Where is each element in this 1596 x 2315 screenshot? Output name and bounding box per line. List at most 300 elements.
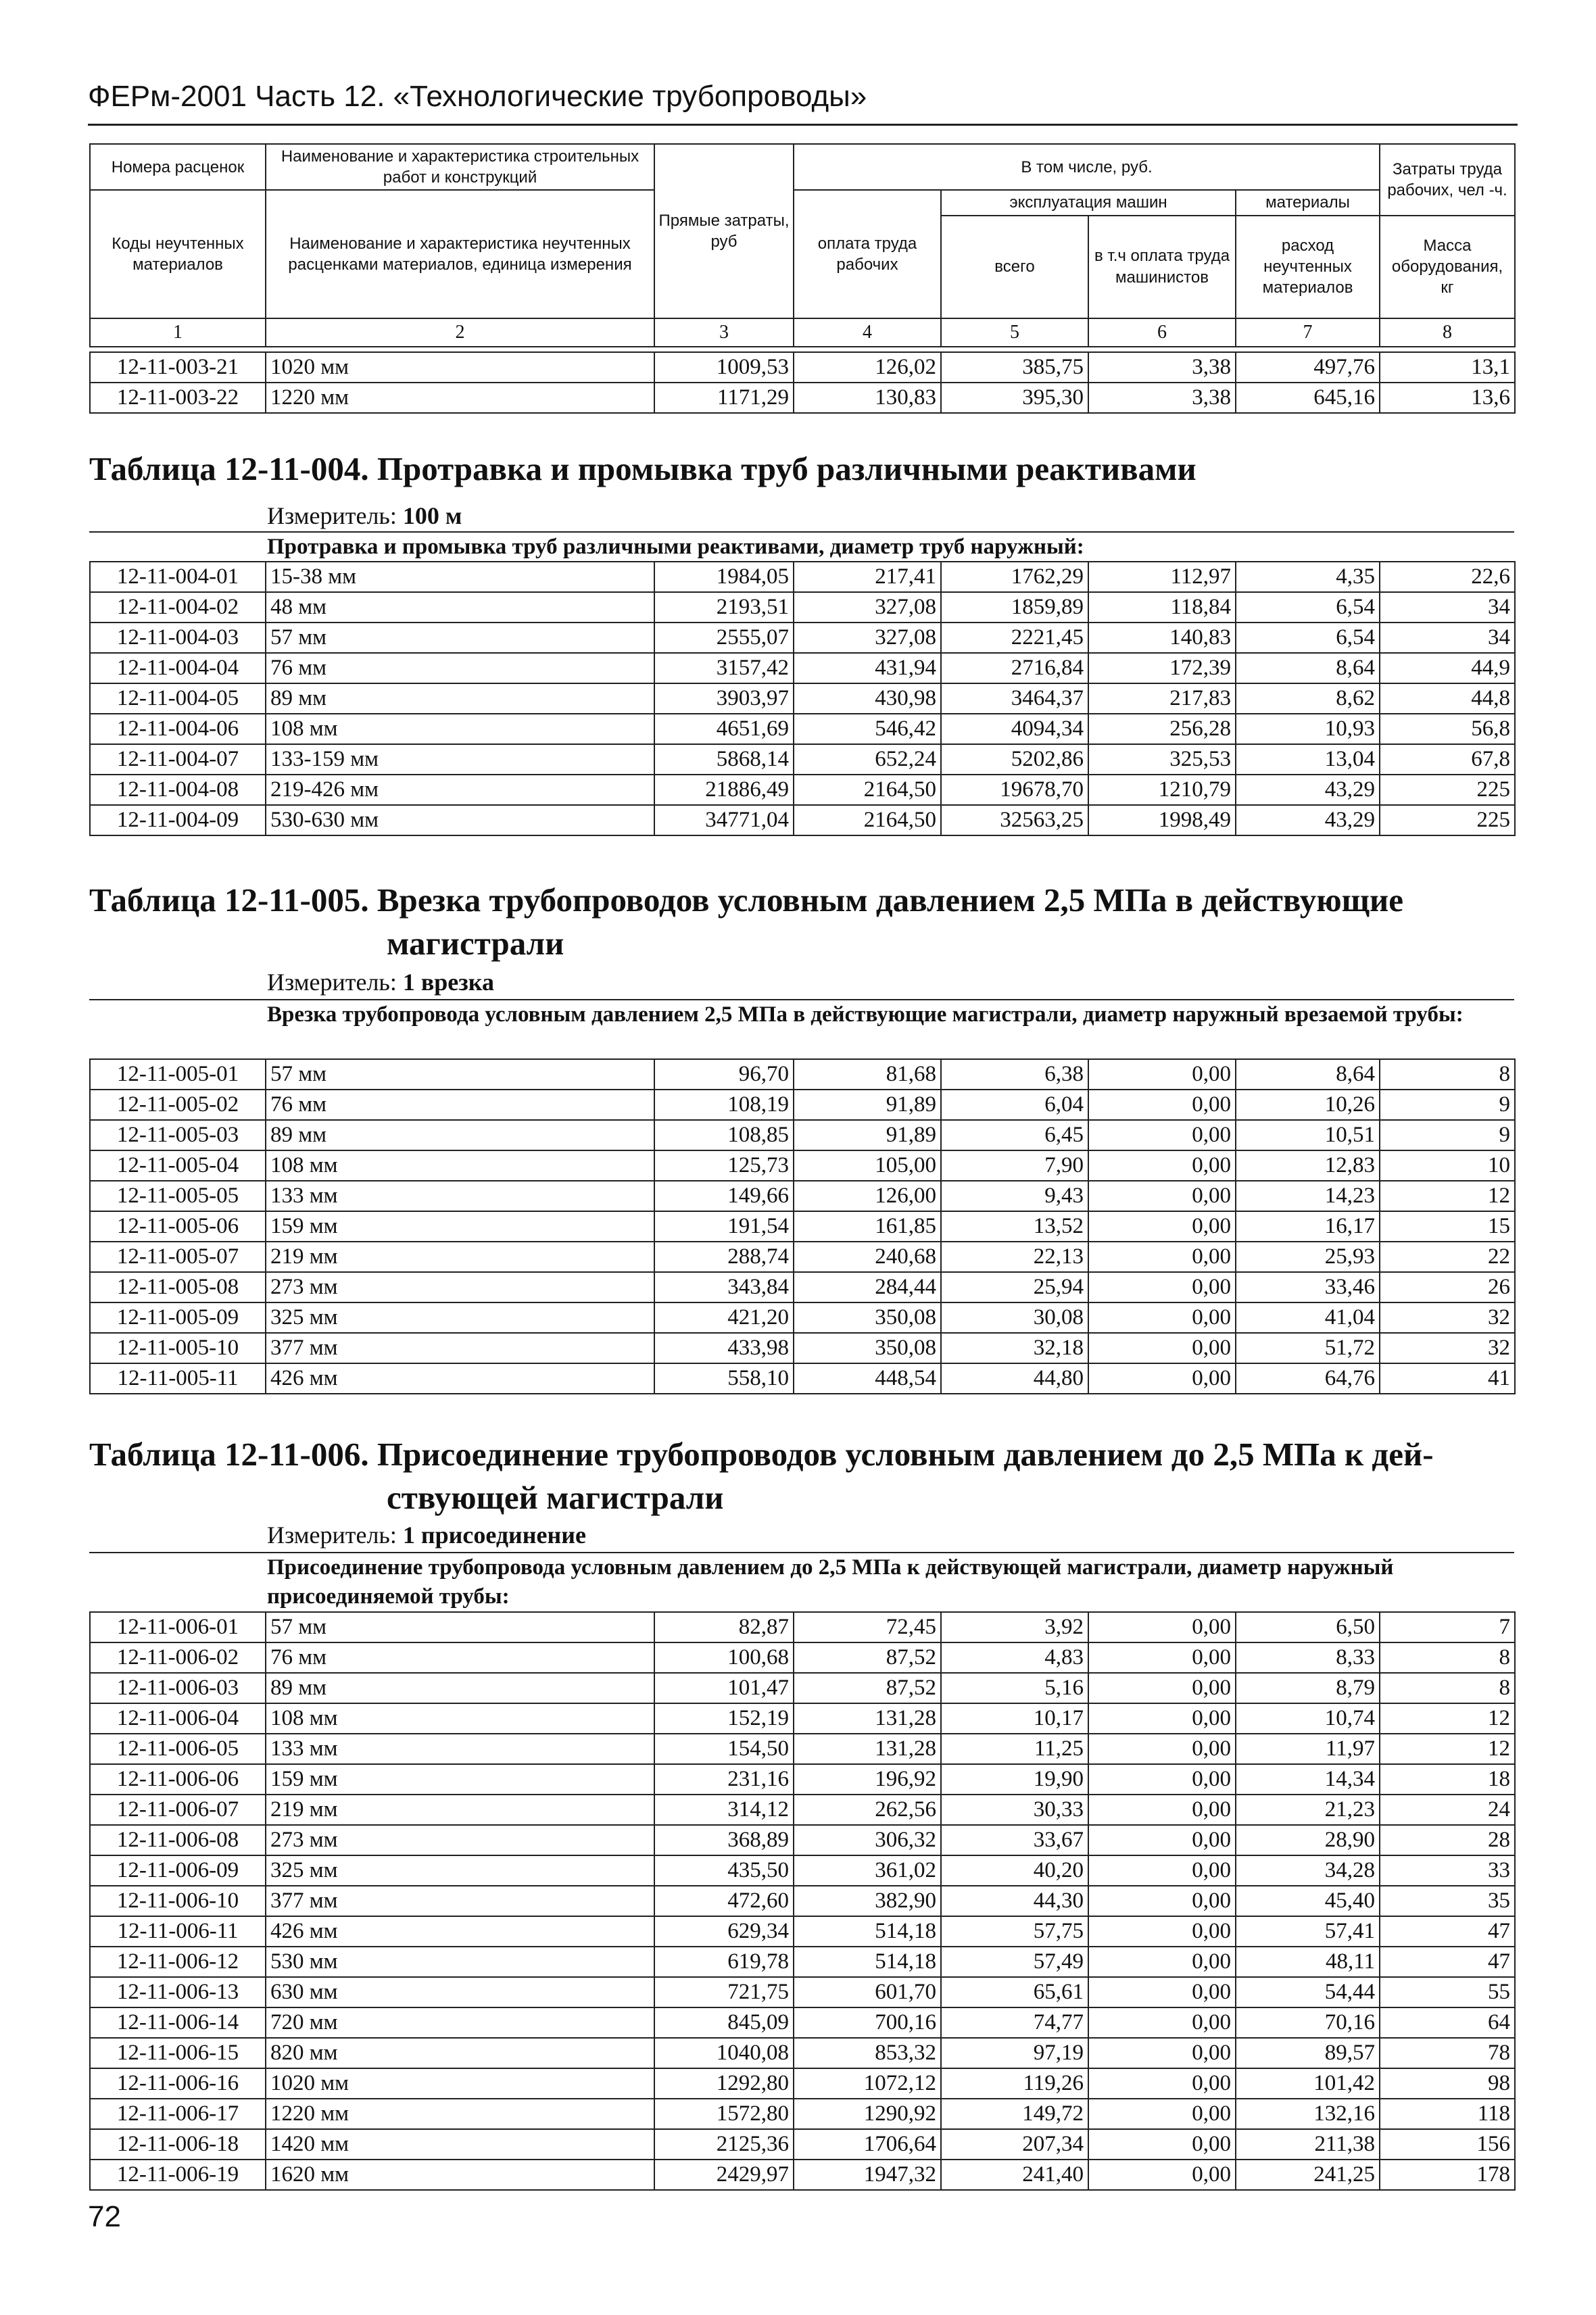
machinist-pay-cell: 1998,49 <box>1088 805 1236 835</box>
rate-code-cell: 12-11-003-21 <box>90 352 266 383</box>
machinist-pay-cell: 0,00 <box>1088 1703 1236 1734</box>
rate-code-cell: 12-11-006-19 <box>90 2160 266 2190</box>
column-number: 7 <box>1236 318 1380 347</box>
direct-cost-cell: 82,87 <box>654 1612 794 1642</box>
direct-cost-cell: 96,70 <box>654 1059 794 1090</box>
labor-pay-cell: 1706,64 <box>794 2129 941 2160</box>
labor-pay-cell: 1072,12 <box>794 2068 941 2099</box>
work-name-cell: 76 мм <box>266 1642 654 1673</box>
machinist-pay-cell: 0,00 <box>1088 1272 1236 1302</box>
machine-total-cell: 25,94 <box>941 1272 1088 1302</box>
machine-total-cell: 3464,37 <box>941 683 1088 714</box>
direct-cost-cell: 154,50 <box>654 1734 794 1764</box>
rate-code-cell: 12-11-006-08 <box>90 1825 266 1855</box>
work-name-cell: 426 мм <box>266 1916 654 1947</box>
machinist-pay-cell: 0,00 <box>1088 1825 1236 1855</box>
labor-hours-cell: 26 <box>1380 1272 1515 1302</box>
machine-total-cell: 19,90 <box>941 1764 1088 1795</box>
materials-cell: 497,76 <box>1236 352 1380 383</box>
work-name-cell: 219-426 мм <box>266 775 654 805</box>
rate-code-cell: 12-11-006-12 <box>90 1947 266 1977</box>
rate-code-cell: 12-11-005-04 <box>90 1150 266 1181</box>
machinist-pay-cell: 0,00 <box>1088 1181 1236 1211</box>
machinist-pay-cell: 0,00 <box>1088 1363 1236 1394</box>
direct-cost-cell: 34771,04 <box>654 805 794 835</box>
machine-total-cell: 30,33 <box>941 1795 1088 1825</box>
machine-total-cell: 1859,89 <box>941 592 1088 623</box>
labor-hours-cell: 47 <box>1380 1947 1515 1977</box>
machine-total-cell: 40,20 <box>941 1855 1088 1886</box>
direct-cost-cell: 2555,07 <box>654 623 794 653</box>
machine-total-cell: 30,08 <box>941 1302 1088 1333</box>
machinist-pay-cell: 112,97 <box>1088 562 1236 592</box>
labor-pay-cell: 87,52 <box>794 1642 941 1673</box>
direct-cost-cell: 435,50 <box>654 1855 794 1886</box>
direct-cost-cell: 1009,53 <box>654 352 794 383</box>
direct-cost-cell: 343,84 <box>654 1272 794 1302</box>
column-number: 4 <box>794 318 941 347</box>
work-name-cell: 630 мм <box>266 1977 654 2007</box>
machinist-pay-cell: 3,38 <box>1088 383 1236 413</box>
machine-total-cell: 13,52 <box>941 1211 1088 1242</box>
table-12-11-004-title <box>89 447 1514 491</box>
work-name-cell: 377 мм <box>266 1333 654 1363</box>
work-name-cell: 159 мм <box>266 1211 654 1242</box>
table-row <box>90 1612 1515 1642</box>
table-row <box>90 2160 1515 2190</box>
machinist-pay-cell: 325,53 <box>1088 744 1236 775</box>
labor-pay-cell: 131,28 <box>794 1703 941 1734</box>
labor-hours-cell: 34 <box>1380 592 1515 623</box>
work-name-cell: 325 мм <box>266 1302 654 1333</box>
group-heading: Протравка и промывка труб различными реактивами, диаметр труб наружный: <box>267 535 1084 559</box>
rate-code-cell: 12-11-006-03 <box>90 1673 266 1703</box>
machinist-pay-cell: 0,00 <box>1088 1977 1236 2007</box>
labor-pay-cell: 430,98 <box>794 683 941 714</box>
materials-cell: 8,79 <box>1236 1673 1380 1703</box>
labor-hours-cell: 35 <box>1380 1886 1515 1916</box>
rate-code-cell: 12-11-004-03 <box>90 623 266 653</box>
table-row <box>90 1916 1515 1947</box>
header-c4: оплата труда рабочих <box>794 190 941 318</box>
machine-total-cell: 65,61 <box>941 1977 1088 2007</box>
materials-cell: 241,25 <box>1236 2160 1380 2190</box>
rate-code-cell: 12-11-006-06 <box>90 1764 266 1795</box>
machinist-pay-cell: 118,84 <box>1088 592 1236 623</box>
direct-cost-cell: 368,89 <box>654 1825 794 1855</box>
table-row <box>90 1764 1515 1795</box>
column-number: 2 <box>266 318 654 347</box>
machine-total-cell: 44,80 <box>941 1363 1088 1394</box>
table-12-11-005-title <box>89 879 1514 965</box>
labor-hours-cell: 55 <box>1380 1977 1515 2007</box>
direct-cost-cell: 433,98 <box>654 1333 794 1363</box>
labor-hours-cell: 18 <box>1380 1764 1515 1795</box>
work-name-cell: 1220 мм <box>266 383 654 413</box>
direct-cost-cell: 108,19 <box>654 1090 794 1120</box>
table-row <box>90 1795 1515 1825</box>
machinist-pay-cell: 0,00 <box>1088 1090 1236 1120</box>
unit-value: 1 присоединение <box>402 1521 586 1549</box>
work-name-cell: 1020 мм <box>266 352 654 383</box>
machinist-pay-cell: 0,00 <box>1088 2007 1236 2038</box>
labor-hours-cell: 32 <box>1380 1302 1515 1333</box>
rate-code-cell: 12-11-004-05 <box>90 683 266 714</box>
work-name-cell: 133-159 мм <box>266 744 654 775</box>
machine-total-cell: 395,30 <box>941 383 1088 413</box>
labor-pay-cell: 546,42 <box>794 714 941 744</box>
labor-pay-cell: 72,45 <box>794 1612 941 1642</box>
table-row <box>90 1947 1515 1977</box>
rate-code-cell: 12-11-006-01 <box>90 1612 266 1642</box>
labor-hours-cell: 47 <box>1380 1916 1515 1947</box>
labor-hours-cell: 64 <box>1380 2007 1515 2038</box>
table-row <box>90 1150 1515 1181</box>
table-title-continuation: магистрали <box>387 925 564 962</box>
header-c1-top: Номера расценок <box>90 144 266 190</box>
labor-hours-cell: 41 <box>1380 1363 1515 1394</box>
direct-cost-cell: 125,73 <box>654 1150 794 1181</box>
materials-cell: 13,04 <box>1236 744 1380 775</box>
labor-hours-cell: 33 <box>1380 1855 1515 1886</box>
table-12-11-003-rows <box>89 351 1516 414</box>
machine-total-cell: 19678,70 <box>941 775 1088 805</box>
direct-cost-cell: 3157,42 <box>654 653 794 683</box>
labor-pay-cell: 161,85 <box>794 1211 941 1242</box>
direct-cost-cell: 629,34 <box>654 1916 794 1947</box>
machine-total-cell: 119,26 <box>941 2068 1088 2099</box>
table-row <box>90 1363 1515 1394</box>
rate-code-cell: 12-11-006-10 <box>90 1886 266 1916</box>
materials-cell: 54,44 <box>1236 1977 1380 2007</box>
work-name-cell: 89 мм <box>266 1673 654 1703</box>
table-row <box>90 352 1515 383</box>
labor-hours-cell: 56,8 <box>1380 714 1515 744</box>
machine-total-cell: 385,75 <box>941 352 1088 383</box>
machine-total-cell: 4094,34 <box>941 714 1088 744</box>
header-c6: в т.ч оплата труда машинистов <box>1088 216 1236 318</box>
machine-total-cell: 4,83 <box>941 1642 1088 1673</box>
labor-pay-cell: 2164,50 <box>794 805 941 835</box>
labor-hours-cell: 118 <box>1380 2099 1515 2129</box>
machinist-pay-cell: 0,00 <box>1088 1764 1236 1795</box>
machine-total-cell: 33,67 <box>941 1825 1088 1855</box>
table-row <box>90 714 1515 744</box>
labor-hours-cell: 9 <box>1380 1120 1515 1150</box>
table-title-text: Таблица 12-11-006. Присоединение трубопроводов условным давлением до 2,5 МПа к дей- <box>89 1436 1434 1473</box>
work-name-cell: 325 мм <box>266 1855 654 1886</box>
labor-hours-cell: 8 <box>1380 1673 1515 1703</box>
work-name-cell: 219 мм <box>266 1795 654 1825</box>
machine-total-cell: 6,45 <box>941 1120 1088 1150</box>
materials-cell: 8,64 <box>1236 1059 1380 1090</box>
table-row <box>90 1333 1515 1363</box>
direct-cost-cell: 5868,14 <box>654 744 794 775</box>
work-name-cell: 57 мм <box>266 1059 654 1090</box>
materials-cell: 70,16 <box>1236 2007 1380 2038</box>
labor-hours-cell: 12 <box>1380 1703 1515 1734</box>
labor-hours-cell: 34 <box>1380 623 1515 653</box>
materials-cell: 11,97 <box>1236 1734 1380 1764</box>
labor-pay-cell: 1947,32 <box>794 2160 941 2190</box>
materials-cell: 43,29 <box>1236 775 1380 805</box>
work-name-cell: 108 мм <box>266 714 654 744</box>
direct-cost-cell: 1572,80 <box>654 2099 794 2129</box>
labor-pay-cell: 700,16 <box>794 2007 941 2038</box>
machine-total-cell: 5,16 <box>941 1673 1088 1703</box>
rate-code-cell: 12-11-004-01 <box>90 562 266 592</box>
unit-value: 1 врезка <box>402 969 494 996</box>
rate-code-cell: 12-11-006-18 <box>90 2129 266 2160</box>
machinist-pay-cell: 0,00 <box>1088 1302 1236 1333</box>
materials-cell: 6,54 <box>1236 592 1380 623</box>
work-name-cell: 426 мм <box>266 1363 654 1394</box>
materials-cell: 25,93 <box>1236 1242 1380 1272</box>
machine-total-cell: 44,30 <box>941 1886 1088 1916</box>
rate-code-cell: 12-11-006-11 <box>90 1916 266 1947</box>
direct-cost-cell: 21886,49 <box>654 775 794 805</box>
rate-code-cell: 12-11-004-07 <box>90 744 266 775</box>
work-name-cell: 1420 мм <box>266 2129 654 2160</box>
rate-code-cell: 12-11-005-02 <box>90 1090 266 1120</box>
labor-hours-cell: 8 <box>1380 1059 1515 1090</box>
rate-code-cell: 12-11-005-01 <box>90 1059 266 1090</box>
header-c2-bottom: Наименование и характеристика неучтенных расценками материалов, единица измерения <box>266 190 654 318</box>
labor-hours-cell: 8 <box>1380 1642 1515 1673</box>
machine-total-cell: 22,13 <box>941 1242 1088 1272</box>
materials-cell: 8,33 <box>1236 1642 1380 1673</box>
rate-code-cell: 12-11-006-05 <box>90 1734 266 1764</box>
labor-pay-cell: 91,89 <box>794 1120 941 1150</box>
direct-cost-cell: 231,16 <box>654 1764 794 1795</box>
labor-hours-cell: 22,6 <box>1380 562 1515 592</box>
work-name-cell: 377 мм <box>266 1886 654 1916</box>
labor-pay-cell: 81,68 <box>794 1059 941 1090</box>
labor-pay-cell: 327,08 <box>794 592 941 623</box>
unit-label-text: Измеритель: <box>267 969 397 996</box>
work-name-cell: 89 мм <box>266 1120 654 1150</box>
direct-cost-cell: 2429,97 <box>654 2160 794 2190</box>
labor-hours-cell: 13,1 <box>1380 352 1515 383</box>
labor-pay-cell: 350,08 <box>794 1302 941 1333</box>
machinist-pay-cell: 0,00 <box>1088 1242 1236 1272</box>
direct-cost-cell: 421,20 <box>654 1302 794 1333</box>
labor-pay-cell: 306,32 <box>794 1825 941 1855</box>
work-name-cell: 57 мм <box>266 623 654 653</box>
labor-pay-cell: 652,24 <box>794 744 941 775</box>
header-c8-top: Затраты труда рабочих, чел -ч. <box>1380 144 1515 216</box>
materials-cell: 43,29 <box>1236 805 1380 835</box>
work-name-cell: 820 мм <box>266 2038 654 2068</box>
labor-hours-cell: 98 <box>1380 2068 1515 2099</box>
labor-pay-cell: 382,90 <box>794 1886 941 1916</box>
column-number: 3 <box>654 318 794 347</box>
group-heading: Присоединение трубопровода условным давлением до 2,5 МПа к действующей магистрали, диаметр наружный присоединяемой трубы: <box>267 1555 1394 1609</box>
materials-cell: 48,11 <box>1236 1947 1380 1977</box>
materials-cell: 57,41 <box>1236 1916 1380 1947</box>
machinist-pay-cell: 0,00 <box>1088 1947 1236 1977</box>
unit-label <box>267 502 462 530</box>
direct-cost-cell: 108,85 <box>654 1120 794 1150</box>
header-machines: эксплуатация машин <box>941 190 1236 215</box>
machine-total-cell: 241,40 <box>941 2160 1088 2190</box>
running-header: ФЕРм-2001 Часть 12. «Технологические трубопроводы» <box>88 80 867 113</box>
header-c2-top: Наименование и характеристика строительных работ и конструкций <box>266 144 654 190</box>
machinist-pay-cell: 0,00 <box>1088 2038 1236 2068</box>
labor-hours-cell: 32 <box>1380 1333 1515 1363</box>
labor-pay-cell: 105,00 <box>794 1150 941 1181</box>
work-name-cell: 1020 мм <box>266 2068 654 2099</box>
table-row <box>90 2129 1515 2160</box>
work-name-cell: 76 мм <box>266 653 654 683</box>
table-row <box>90 383 1515 413</box>
labor-hours-cell: 44,9 <box>1380 653 1515 683</box>
table-row <box>90 1734 1515 1764</box>
table-12-11-006-title <box>89 1433 1514 1519</box>
materials-cell: 12,83 <box>1236 1150 1380 1181</box>
labor-pay-cell: 601,70 <box>794 1977 941 2007</box>
direct-cost-cell: 558,10 <box>654 1363 794 1394</box>
machinist-pay-cell: 0,00 <box>1088 1211 1236 1242</box>
rate-code-cell: 12-11-006-17 <box>90 2099 266 2129</box>
header-c5: всего <box>941 216 1088 318</box>
machinist-pay-cell: 140,83 <box>1088 623 1236 653</box>
table-row <box>90 1090 1515 1120</box>
labor-pay-cell: 284,44 <box>794 1272 941 1302</box>
rate-code-cell: 12-11-004-02 <box>90 592 266 623</box>
machinist-pay-cell: 1210,79 <box>1088 775 1236 805</box>
table-title-continuation: ствующей магистрали <box>387 1479 724 1516</box>
machinist-pay-cell: 0,00 <box>1088 2129 1236 2160</box>
machine-total-cell: 57,75 <box>941 1916 1088 1947</box>
rate-code-cell: 12-11-004-06 <box>90 714 266 744</box>
direct-cost-cell: 2193,51 <box>654 592 794 623</box>
header-rule <box>88 124 1518 126</box>
labor-hours-cell: 10 <box>1380 1150 1515 1181</box>
header-c3: Прямые затраты, руб <box>654 144 794 318</box>
machinist-pay-cell: 0,00 <box>1088 1916 1236 1947</box>
materials-cell: 10,74 <box>1236 1703 1380 1734</box>
machinist-pay-cell: 256,28 <box>1088 714 1236 744</box>
table-row <box>90 1211 1515 1242</box>
table-row <box>90 1855 1515 1886</box>
table-row <box>90 592 1515 623</box>
labor-pay-cell: 2164,50 <box>794 775 941 805</box>
labor-pay-cell: 514,18 <box>794 1916 941 1947</box>
labor-pay-cell: 448,54 <box>794 1363 941 1394</box>
machinist-pay-cell: 172,39 <box>1088 653 1236 683</box>
machine-total-cell: 6,04 <box>941 1090 1088 1120</box>
labor-hours-cell: 12 <box>1380 1734 1515 1764</box>
materials-cell: 10,93 <box>1236 714 1380 744</box>
table-12-11-004-rows <box>89 561 1516 836</box>
table-row <box>90 775 1515 805</box>
direct-cost-cell: 845,09 <box>654 2007 794 2038</box>
rate-code-cell: 12-11-006-13 <box>90 1977 266 2007</box>
table-row <box>90 2038 1515 2068</box>
materials-cell: 14,34 <box>1236 1764 1380 1795</box>
machine-total-cell: 57,49 <box>941 1947 1088 1977</box>
rate-code-cell: 12-11-006-09 <box>90 1855 266 1886</box>
table-12-11-005-rows <box>89 1058 1516 1394</box>
machinist-pay-cell: 0,00 <box>1088 1150 1236 1181</box>
header-incl: В том числе, руб. <box>794 144 1380 190</box>
unit-value: 100 м <box>402 502 462 529</box>
table-row <box>90 1703 1515 1734</box>
column-number: 5 <box>941 318 1088 347</box>
work-name-cell: 530-630 мм <box>266 805 654 835</box>
table-row <box>90 1302 1515 1333</box>
table-row <box>90 623 1515 653</box>
materials-cell: 10,26 <box>1236 1090 1380 1120</box>
table-row <box>90 2068 1515 2099</box>
header-c8-bottom: Масса оборудования, кг <box>1380 216 1515 318</box>
materials-cell: 4,35 <box>1236 562 1380 592</box>
table-row <box>90 1242 1515 1272</box>
group-heading: Врезка трубопровода условным давлением 2,5 МПа в действующие магистрали, диаметр наружный врезаемой трубы: <box>267 1002 1464 1027</box>
direct-cost-cell: 314,12 <box>654 1795 794 1825</box>
table-row <box>90 1181 1515 1211</box>
machine-total-cell: 5202,86 <box>941 744 1088 775</box>
table-row <box>90 2007 1515 2038</box>
machine-total-cell: 149,72 <box>941 2099 1088 2129</box>
column-number: 8 <box>1380 318 1515 347</box>
labor-pay-cell: 262,56 <box>794 1795 941 1825</box>
materials-cell: 34,28 <box>1236 1855 1380 1886</box>
unit-label-text: Измеритель: <box>267 502 397 529</box>
header-materials: материалы <box>1236 190 1380 215</box>
machine-total-cell: 32,18 <box>941 1333 1088 1363</box>
materials-cell: 14,23 <box>1236 1181 1380 1211</box>
work-name-cell: 159 мм <box>266 1764 654 1795</box>
labor-hours-cell: 178 <box>1380 2160 1515 2190</box>
machinist-pay-cell: 0,00 <box>1088 1855 1236 1886</box>
rate-code-cell: 12-11-005-08 <box>90 1272 266 1302</box>
machinist-pay-cell: 0,00 <box>1088 2068 1236 2099</box>
direct-cost-cell: 472,60 <box>654 1886 794 1916</box>
machinist-pay-cell: 3,38 <box>1088 352 1236 383</box>
machine-total-cell: 7,90 <box>941 1150 1088 1181</box>
work-name-cell: 76 мм <box>266 1090 654 1120</box>
labor-hours-cell: 13,6 <box>1380 383 1515 413</box>
labor-pay-cell: 1290,92 <box>794 2099 941 2129</box>
machine-total-cell: 3,92 <box>941 1612 1088 1642</box>
labor-pay-cell: 514,18 <box>794 1947 941 1977</box>
machinist-pay-cell: 0,00 <box>1088 1333 1236 1363</box>
labor-hours-cell: 15 <box>1380 1211 1515 1242</box>
work-name-cell: 108 мм <box>266 1150 654 1181</box>
labor-pay-cell: 431,94 <box>794 653 941 683</box>
machinist-pay-cell: 0,00 <box>1088 1734 1236 1764</box>
column-number: 6 <box>1088 318 1236 347</box>
labor-hours-cell: 12 <box>1380 1181 1515 1211</box>
direct-cost-cell: 1171,29 <box>654 383 794 413</box>
materials-cell: 21,23 <box>1236 1795 1380 1825</box>
labor-hours-cell: 225 <box>1380 775 1515 805</box>
table-row <box>90 1673 1515 1703</box>
labor-pay-cell: 131,28 <box>794 1734 941 1764</box>
labor-pay-cell: 361,02 <box>794 1855 941 1886</box>
labor-hours-cell: 225 <box>1380 805 1515 835</box>
rate-code-cell: 12-11-006-16 <box>90 2068 266 2099</box>
machine-total-cell: 97,19 <box>941 2038 1088 2068</box>
table-row <box>90 1825 1515 1855</box>
materials-cell: 645,16 <box>1236 383 1380 413</box>
direct-cost-cell: 101,47 <box>654 1673 794 1703</box>
machine-total-cell: 74,77 <box>941 2007 1088 2038</box>
rate-code-cell: 12-11-005-03 <box>90 1120 266 1150</box>
labor-hours-cell: 7 <box>1380 1612 1515 1642</box>
